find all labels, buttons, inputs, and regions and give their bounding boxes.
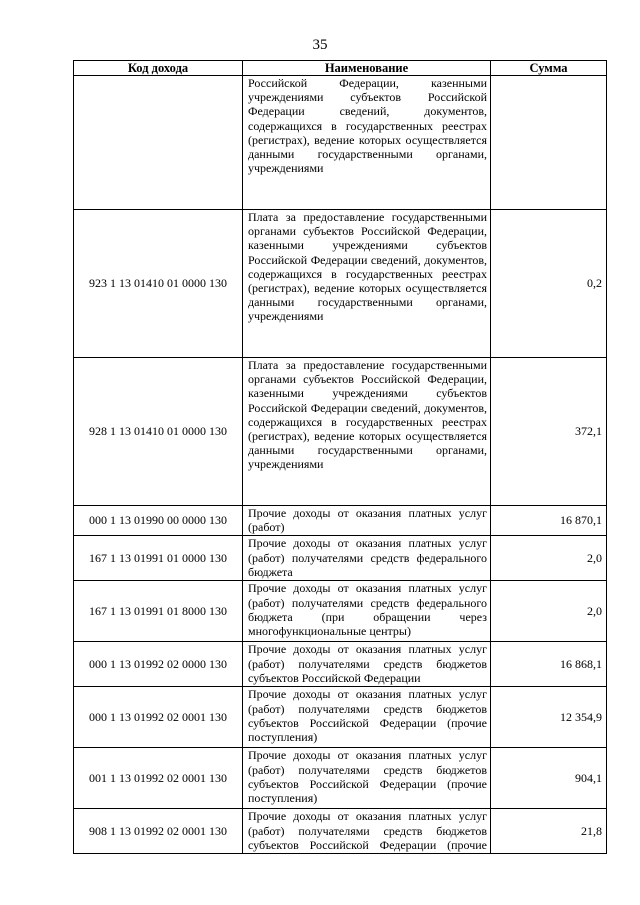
name-cell [243, 581, 491, 642]
table-row [74, 748, 607, 809]
name-text: Плата за предоставление государственными органами субъектов Российской Федерации, казенными учреждениями субъектов Российской Федерации сведений, документов, содержащихся в государственных реестрах (регистрах), ведение которых осуществляется данными государственными органами, учреждениями [248, 358, 487, 472]
header-code: Код дохода [74, 61, 243, 76]
name-cell [243, 506, 491, 536]
table-row [74, 210, 607, 358]
name-cell [243, 210, 491, 358]
amount-cell: 372,1 [491, 358, 607, 506]
amount-cell: 21,8 [491, 809, 607, 854]
name-text: Прочие доходы от оказания платных услуг (работ) получателями средств бюджетов субъектов Российской Федерации [248, 642, 487, 685]
table-row [74, 506, 607, 536]
name-cell [243, 76, 491, 210]
table-row [74, 76, 607, 210]
name-text: Плата за предоставление государственными органами субъектов Российской Федерации, казенными учреждениями субъектов Российской Федерации сведений, документов, содержащихся в государственных реестрах (регистрах), ведение которых осуществляется данными государственными органами, учреждениями [248, 210, 487, 324]
code-cell: 908 1 13 01992 02 0001 130 [74, 809, 243, 854]
header-row [74, 61, 607, 76]
table-row [74, 642, 607, 687]
table-header [74, 61, 607, 76]
amount-cell: 16 870,1 [491, 506, 607, 536]
name-text: Прочие доходы от оказания платных услуг (работ) получателями средств федерального бюджета [248, 536, 487, 579]
table-row [74, 687, 607, 748]
name-cell [243, 809, 491, 854]
amount-cell: 2,0 [491, 536, 607, 581]
name-text: Прочие доходы от оказания платных услуг (работ) получателями средств федерального бюджета (при обращении через многофункциональные центры) [248, 581, 487, 639]
code-cell: 923 1 13 01410 01 0000 130 [74, 210, 243, 358]
code-cell: 167 1 13 01991 01 0000 130 [74, 536, 243, 581]
name-text: Прочие доходы от оказания платных услуг (работ) получателями средств бюджетов субъектов Российской Федерации (прочие поступления) [248, 687, 487, 745]
page-number: 35 [312, 37, 328, 53]
header-amount: Сумма [491, 61, 607, 76]
revenue-table [73, 60, 607, 854]
name-cell [243, 536, 491, 581]
amount-cell: 2,0 [491, 581, 607, 642]
code-cell: 001 1 13 01992 02 0001 130 [74, 748, 243, 809]
table-row [74, 536, 607, 581]
name-cell [243, 748, 491, 809]
table-row [74, 358, 607, 506]
code-cell: 167 1 13 01991 01 8000 130 [74, 581, 243, 642]
name-text: Прочие доходы от оказания платных услуг (работ) получателями средств бюджетов субъектов Российской Федерации (прочие поступления) [248, 748, 487, 806]
name-text: Прочие доходы от оказания платных услуг (работ) получателями средств бюджетов субъектов Российской Федерации (прочие [248, 809, 487, 852]
header-name: Наименование [243, 61, 491, 76]
code-cell: 000 1 13 01992 02 0000 130 [74, 642, 243, 687]
name-cell [243, 358, 491, 506]
code-cell: 000 1 13 01992 02 0001 130 [74, 687, 243, 748]
amount-cell: 0,2 [491, 210, 607, 358]
amount-cell: 16 868,1 [491, 642, 607, 687]
amount-cell: 904,1 [491, 748, 607, 809]
table-body [74, 76, 607, 854]
name-cell [243, 687, 491, 748]
table-row [74, 581, 607, 642]
amount-cell [491, 76, 607, 210]
code-cell: 928 1 13 01410 01 0000 130 [74, 358, 243, 506]
name-text: Прочие доходы от оказания платных услуг (работ) [248, 506, 487, 535]
name-text: Российской Федерации, казенными учреждениями субъектов Российской Федерации сведений, документов, содержащихся в государственных реестрах (регистрах), ведение которых осуществляется данными государственными органами, учреждениями [248, 76, 487, 176]
table-row [74, 809, 607, 854]
name-cell [243, 642, 491, 687]
code-cell: 000 1 13 01990 00 0000 130 [74, 506, 243, 536]
amount-cell: 12 354,9 [491, 687, 607, 748]
code-cell [74, 76, 243, 210]
